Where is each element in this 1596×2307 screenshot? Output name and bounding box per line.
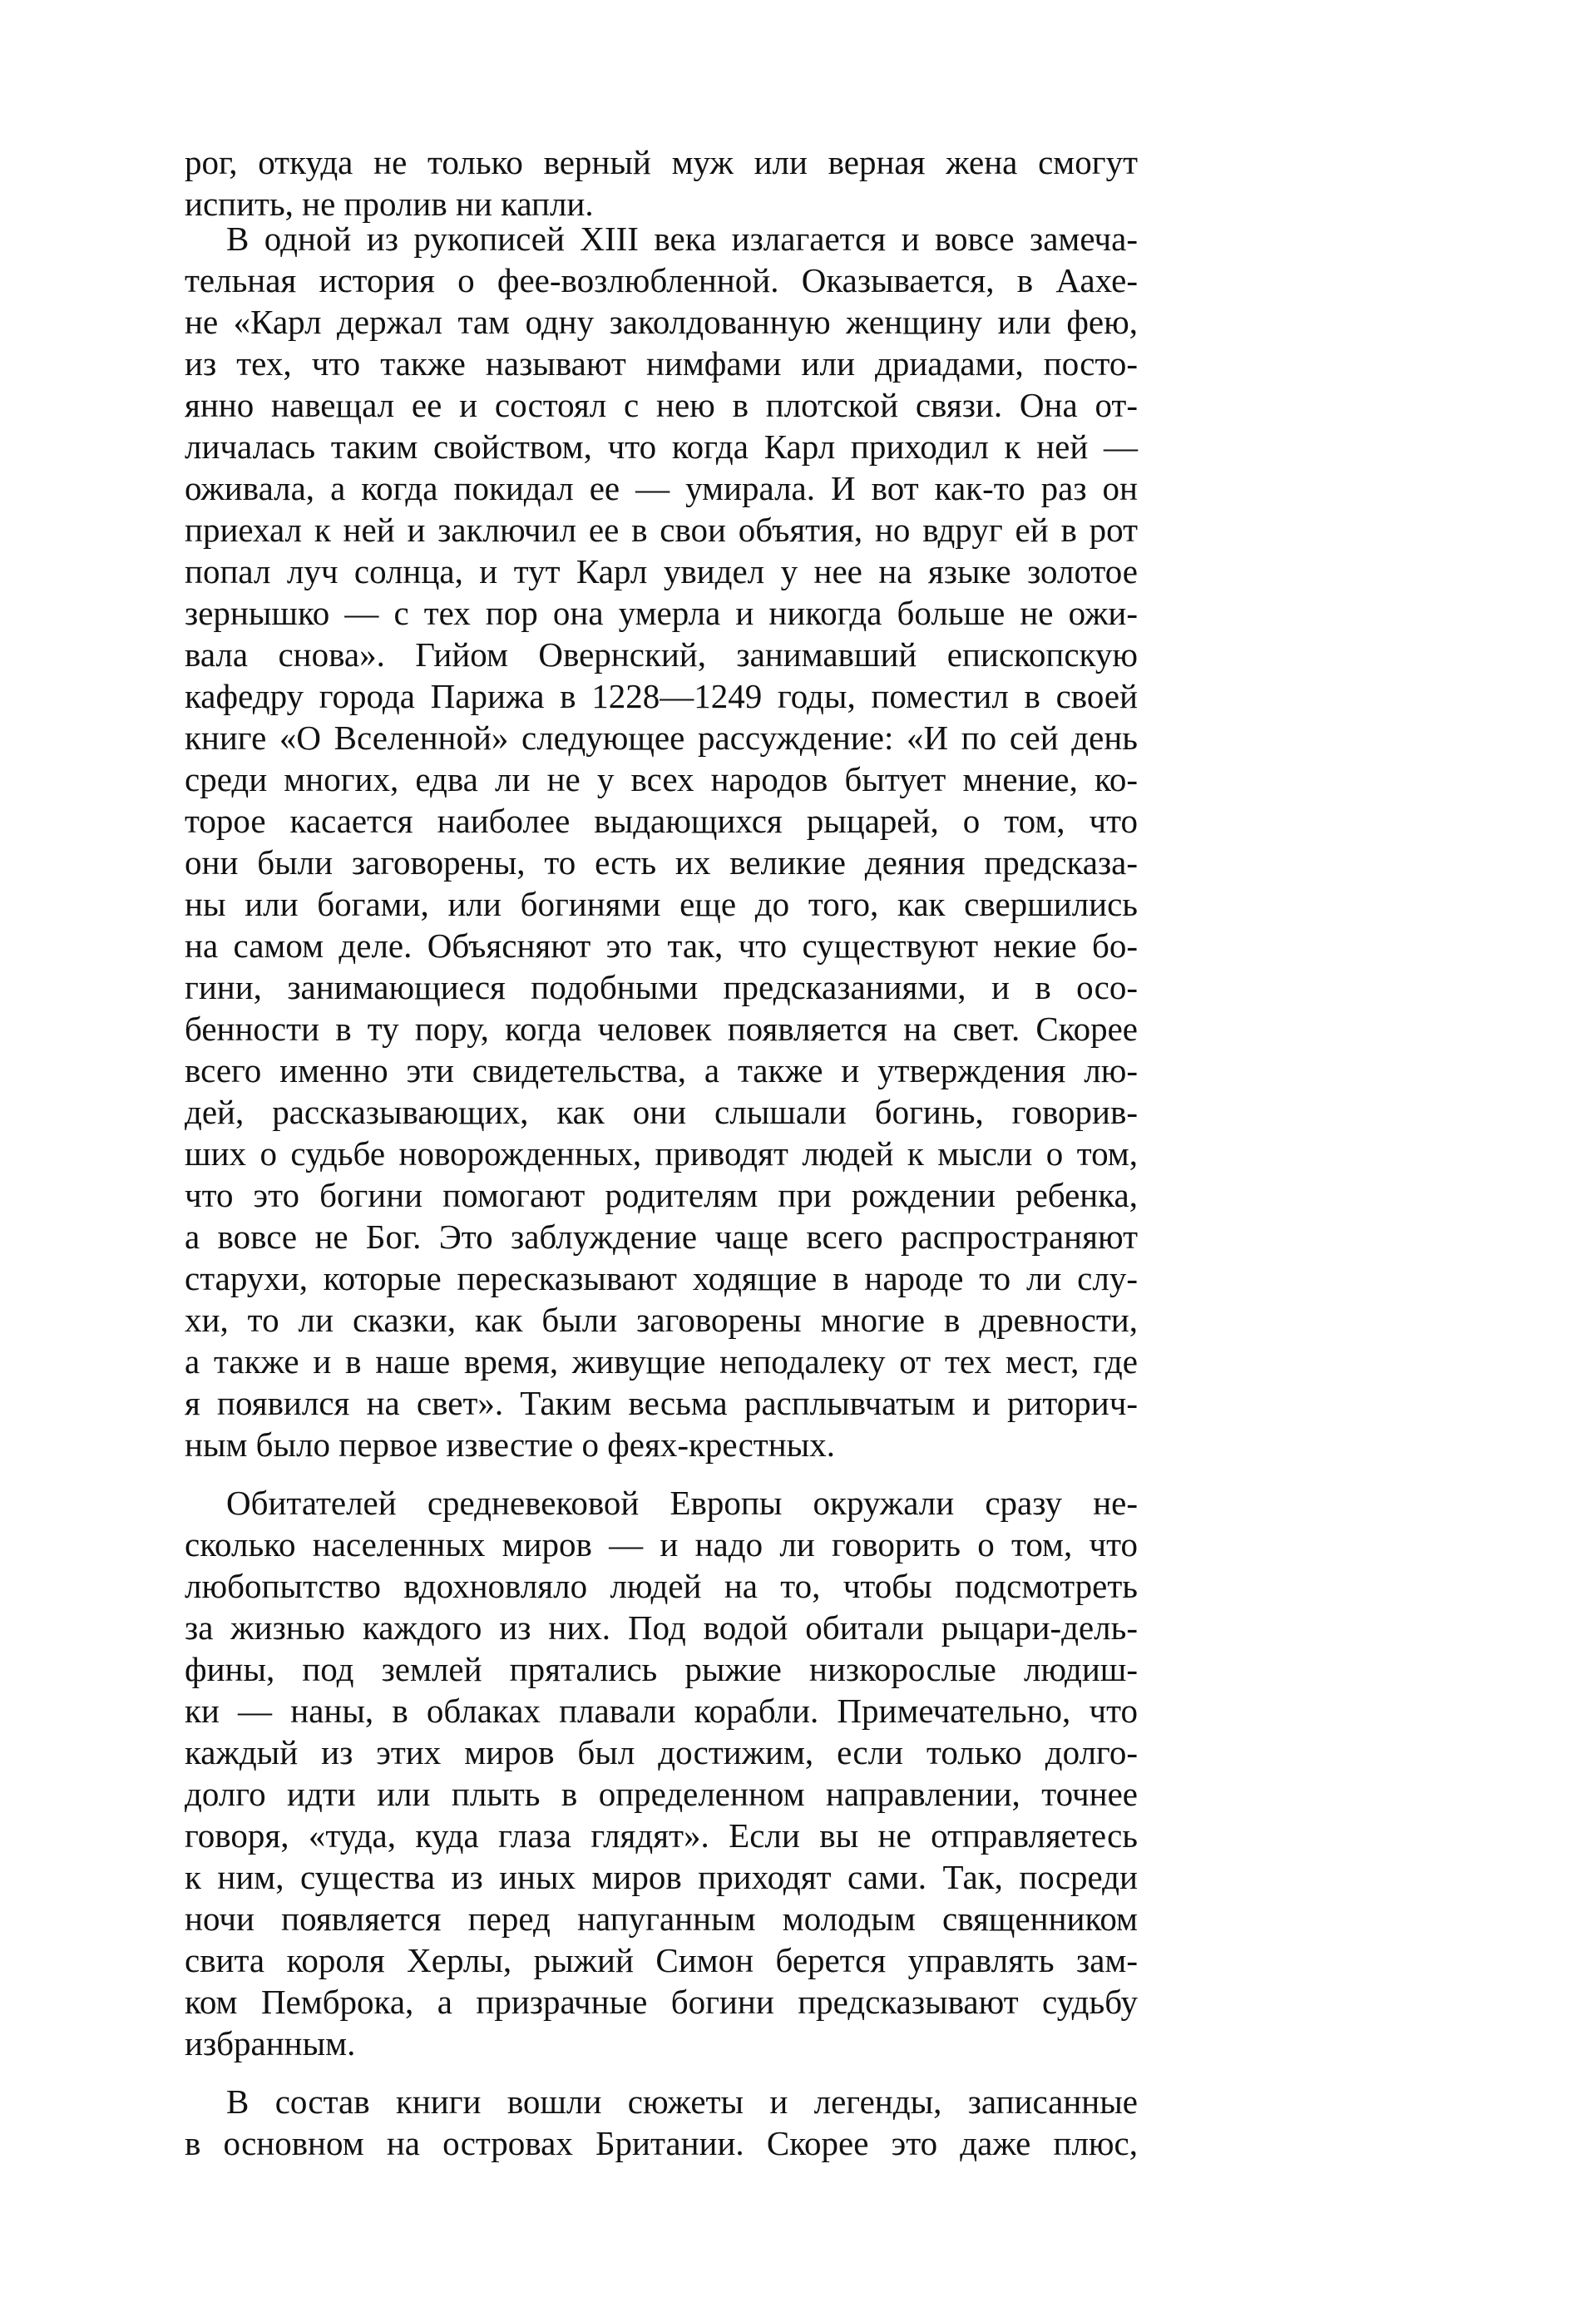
text-line: Обитателей средневековой Европы окружали сразу не- [226, 1484, 1138, 1522]
text-line: личалась таким свойством, что когда Карл приходил к ней — [185, 427, 1138, 466]
text-line: попал луч солнца, и тут Карл увидел у нее на языке золотое [185, 552, 1138, 590]
text-line: бенности в ту пору, когда человек появляется на свет. Скорее [185, 1010, 1138, 1048]
text-line: на самом деле. Объясняют это так, что существуют некие бо- [185, 926, 1138, 965]
text-line: фины, под землей прятались рыжие низкорослые людиш- [185, 1650, 1138, 1688]
text-line: любопытство вдохновляло людей на то, чтобы подсмотреть [185, 1567, 1138, 1605]
text-line: рог, откуда не только верный муж или верная жена смогут [185, 143, 1138, 181]
text-line: дей, рассказывающих, как они слышали богинь, говорив- [185, 1093, 1138, 1131]
text-line: они были заговорены, то есть их великие деяния предсказа- [185, 843, 1138, 882]
text-line: кафедру города Парижа в 1228—1249 годы, поместил в своей [185, 677, 1138, 715]
text-line: оживала, а когда покидал ее — умирала. И вот как-то раз он [185, 469, 1138, 507]
text-line: говоря, «туда, куда глаза глядят». Если вы не отправляетесь [185, 1816, 1138, 1855]
text-line: к ним, существа из иных миров приходят сами. Так, посреди [185, 1858, 1138, 1896]
text-line: каждый из этих миров был достижим, если только долго- [185, 1733, 1138, 1771]
text-line: ших о судьбе новорожденных, приводят людей к мысли о том, [185, 1134, 1138, 1173]
paragraph-4 [185, 2081, 1138, 2164]
text-line: В одной из рукописей XIII века излагается и вовсе замеча- [226, 220, 1138, 258]
text-line: всего именно эти свидетельства, а также и утверждения лю- [185, 1051, 1138, 1089]
text-line: сколько населенных миров — и надо ли говорить о том, что [185, 1525, 1138, 1564]
text-line: а также и в наше время, живущие неподалеку от тех мест, где [185, 1342, 1138, 1381]
text-line: янно навещал ее и состоял с нею в плотской связи. Она от- [185, 386, 1138, 424]
text-line: торое касается наиболее выдающихся рыцарей, о том, что [185, 802, 1138, 840]
text-line: среди многих, едва ли не у всех народов бытует мнение, ко- [185, 760, 1138, 798]
text-line: старухи, которые пересказывают ходящие в народе то ли слу- [185, 1259, 1138, 1297]
text-line: а вовсе не Бог. Это заблуждение чаще всего распространяют [185, 1218, 1138, 1256]
text-line: я появился на свет». Таким весьма расплывчатым и риторич- [185, 1384, 1138, 1422]
text-line: избранным. [185, 2024, 356, 2062]
paragraph-1 [185, 141, 1138, 225]
text-line: не «Карл держал там одну заколдованную женщину или фею, [185, 303, 1138, 341]
text-line: тельная история о фее-возлюбленной. Оказывается, в Аахе- [185, 261, 1138, 299]
text-line: долго идти или плыть в определенном направлении, точнее [185, 1775, 1138, 1813]
text-line: из тех, что также называют нимфами или дриадами, посто- [185, 344, 1138, 383]
text-line: что это богини помогают родителям при рождении ребенка, [185, 1176, 1138, 1214]
text-line: ным было первое известие о феях-крестных. [185, 1425, 835, 1464]
text-line: гини, занимающиеся подобными предсказаниями, и в осо- [185, 968, 1138, 1006]
paragraph-2 [185, 218, 1138, 1465]
text-line: ны или богами, или богинями еще до того, как свершились [185, 885, 1138, 923]
text-line: ком Пемброка, а призрачные богини предсказывают судьбу [185, 1983, 1138, 2021]
text-line: за жизнью каждого из них. Под водой обитали рыцари-дель- [185, 1608, 1138, 1647]
text-line: хи, то ли сказки, как были заговорены многие в древности, [185, 1301, 1138, 1339]
text-line: свита короля Херлы, рыжий Симон берется управлять зам- [185, 1941, 1138, 1979]
text-line: ки — наны, в облаках плавали корабли. Примечательно, что [185, 1692, 1138, 1730]
text-line: приехал к ней и заключил ее в свои объятия, но вдруг ей в рот [185, 511, 1138, 549]
text-line: вала снова». Гийом Овернский, занимавший епископскую [185, 635, 1138, 674]
text-line: В состав книги вошли сюжеты и легенды, записанные [226, 2082, 1138, 2121]
paragraph-3 [185, 1482, 1138, 2064]
text-line: книге «О Вселенной» следующее рассуждение: «И по сей день [185, 719, 1138, 757]
text-line: в основном на островах Британии. Скорее это даже плюс, [185, 2124, 1138, 2162]
text-line: зернышко — с тех пор она умерла и никогда больше не ожи- [185, 594, 1138, 632]
text-line: испить, не пролив ни капли. [185, 185, 594, 223]
text-line: ночи появляется перед напуганным молодым священником [185, 1899, 1138, 1938]
